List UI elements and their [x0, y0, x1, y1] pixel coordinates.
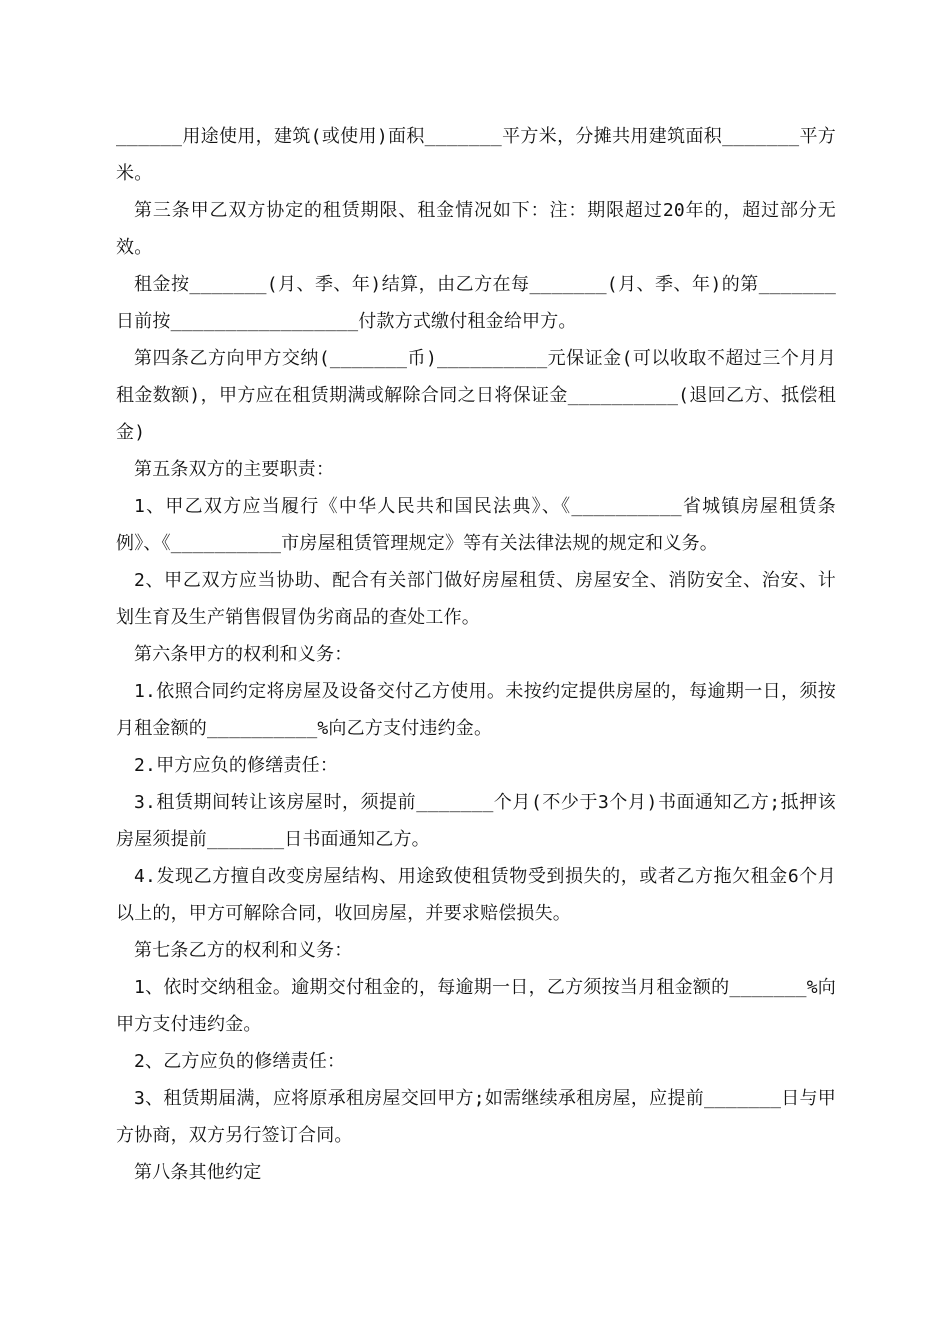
paragraph-article-6-item-4: 4.发现乙方擅自改变房屋结构、用途致使租赁物受到损失的，或者乙方拖欠租金6个月以上的，甲方可解除合同，收回房屋，并要求赔偿损失。 — [116, 866, 836, 924]
paragraph-article-7-item-2: 2、乙方应负的修缮责任： — [134, 1051, 346, 1072]
document-body — [116, 118, 836, 1191]
paragraph-article-6: 第六条甲方的权利和义务： — [134, 644, 353, 665]
paragraph-article-7-item-3: 3、租赁期届满，应将原承租房屋交回甲方;如需继续承租房屋，应提前_______日与甲方协商，双方另行签订合同。 — [116, 1088, 836, 1146]
paragraph-article-4: 第四条乙方向甲方交纳(_______币)__________元保证金(可以收取不超过三个月月租金数额)，甲方应在租赁期满或解除合同之日将保证金__________(退回乙方、抵偿租金) — [116, 348, 836, 443]
paragraph-article-6-item-3: 3.租赁期间转让该房屋时，须提前_______个月(不少于3个月)书面通知乙方;抵押该房屋须提前_______日书面通知乙方。 — [116, 792, 836, 850]
paragraph-article-5: 第五条双方的主要职责： — [134, 459, 335, 480]
paragraph-area-usage: ______用途使用，建筑(或使用)面积_______平方米，分摊共用建筑面积_______平方米。 — [116, 126, 836, 184]
paragraph-article-6-item-2: 2.甲方应负的修缮责任： — [134, 755, 339, 776]
paragraph-article-7: 第七条乙方的权利和义务： — [134, 940, 353, 961]
paragraph-article-8: 第八条其他约定 — [134, 1162, 262, 1183]
paragraph-article-7-item-1: 1、依时交纳租金。逾期交付租金的，每逾期一日，乙方须按当月租金额的_______%向甲方支付违约金。 — [116, 977, 836, 1035]
paragraph-article-5-item-1: 1、甲乙双方应当履行《中华人民共和国民法典》、《__________省城镇房屋租赁条例》、《__________市房屋租赁管理规定》等有关法律法规的规定和义务。 — [116, 496, 836, 554]
paragraph-article-5-item-2: 2、甲乙双方应当协助、配合有关部门做好房屋租赁、房屋安全、消防安全、治安、计划生育及生产销售假冒伪劣商品的查处工作。 — [116, 570, 836, 628]
paragraph-article-3: 第三条甲乙双方协定的租赁期限、租金情况如下：注：期限超过20年的，超过部分无效。 — [116, 200, 836, 258]
paragraph-rent-payment: 租金按_______(月、季、年)结算，由乙方在每_______(月、季、年)的第_______日前按_________________付款方式缴付租金给甲方。 — [116, 274, 836, 332]
paragraph-article-6-item-1: 1.依照合同约定将房屋及设备交付乙方使用。未按约定提供房屋的，每逾期一日，须按月租金额的__________%向乙方支付违约金。 — [116, 681, 836, 739]
